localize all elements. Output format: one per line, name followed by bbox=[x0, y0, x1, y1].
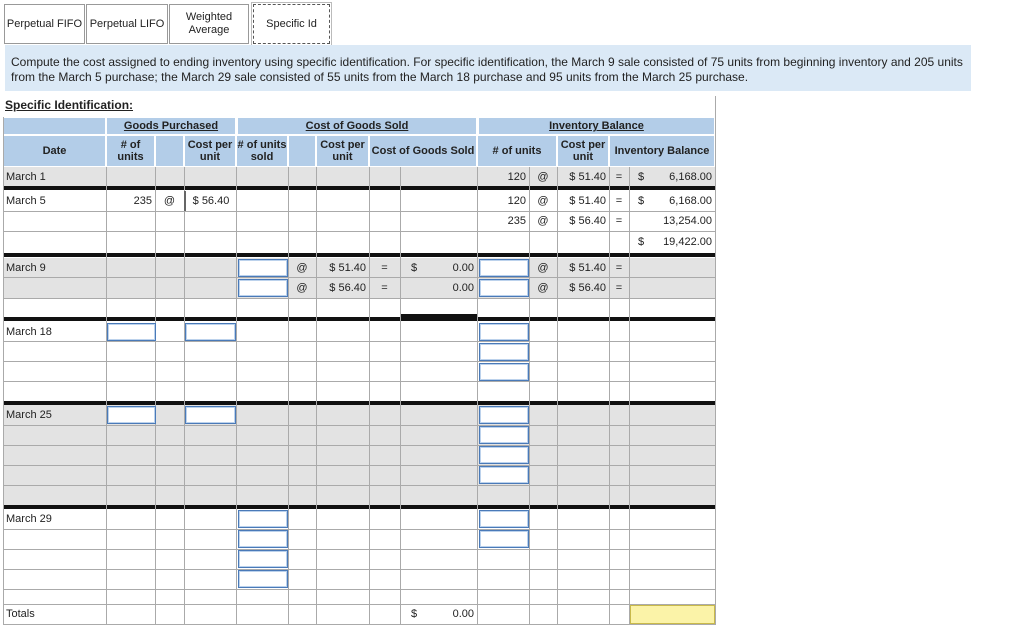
units-sold-march29-row2-input[interactable] bbox=[238, 530, 288, 548]
tab-perpetual-fifo[interactable]: Perpetual FIFO bbox=[4, 4, 85, 44]
grid-line bbox=[529, 167, 530, 625]
header-goods-purchased: Goods Purchased bbox=[106, 117, 236, 135]
purchase-units-march18-input[interactable] bbox=[107, 323, 156, 341]
units-sold-march29-row3-input[interactable] bbox=[238, 550, 288, 568]
grid-line bbox=[3, 465, 715, 466]
header-inv-balance: Inventory Balance bbox=[609, 135, 715, 167]
grid-line bbox=[3, 298, 715, 299]
date-march-29: March 29 bbox=[6, 513, 52, 525]
units-sold-march9-row2-input[interactable] bbox=[238, 279, 288, 297]
grid-line bbox=[236, 167, 237, 625]
tab-weighted-average[interactable]: Weighted Average bbox=[169, 4, 249, 44]
header-num-units: # of units bbox=[106, 135, 155, 167]
header-inv-cost-per-unit: Cost per unit bbox=[557, 135, 609, 167]
inv-units-march25-row4-input[interactable] bbox=[479, 466, 529, 484]
purchase-units-march25-input[interactable] bbox=[107, 406, 156, 424]
grid-line bbox=[715, 96, 716, 625]
grid-line bbox=[155, 167, 156, 625]
date-march-1: March 1 bbox=[6, 170, 46, 183]
grid-line bbox=[3, 361, 715, 362]
grid-line bbox=[3, 231, 715, 232]
header-at-spacer bbox=[155, 135, 184, 167]
at-symbol: @ bbox=[296, 282, 308, 294]
inv-units-march25-row2-input[interactable] bbox=[479, 426, 529, 444]
at-symbol: @ bbox=[537, 195, 549, 207]
dollar-symbol: $ bbox=[638, 236, 645, 248]
date-march-9: March 9 bbox=[6, 261, 46, 274]
purchase-cost-march25-input[interactable] bbox=[185, 406, 236, 424]
purchase-cost-march18-input[interactable] bbox=[185, 323, 236, 341]
purchase-units-march5: 235 bbox=[133, 195, 152, 207]
units-sold-march9-row1-input[interactable] bbox=[238, 259, 288, 277]
total-inventory-balance-input[interactable] bbox=[630, 605, 715, 624]
at-symbol: @ bbox=[163, 195, 176, 207]
inv-balance-march1: 6,168.00 bbox=[669, 170, 712, 183]
grid-line bbox=[3, 624, 715, 625]
inv-units-march5-row1: 120 bbox=[507, 195, 526, 207]
grid-line bbox=[400, 167, 401, 625]
tab-perpetual-lifo[interactable]: Perpetual LIFO bbox=[86, 4, 168, 44]
separator bbox=[400, 314, 477, 318]
header-inventory-balance: Inventory Balance bbox=[478, 117, 715, 135]
inv-cost-march9-row2: $ 56.40 bbox=[569, 282, 606, 294]
equals-symbol: = bbox=[615, 170, 623, 183]
grid-line bbox=[3, 381, 715, 382]
cogs-amount-march9-row2: 0.00 bbox=[452, 282, 474, 294]
inv-units-march18-row2-input[interactable] bbox=[479, 343, 529, 361]
equals-symbol: = bbox=[615, 282, 623, 294]
inv-cost-march5-row2: $ 56.40 bbox=[569, 215, 606, 227]
at-symbol: @ bbox=[537, 170, 549, 183]
grid-line bbox=[288, 167, 289, 625]
date-march-25: March 25 bbox=[6, 409, 52, 421]
header-cogs: Cost of Goods Sold bbox=[369, 135, 477, 167]
grid-line bbox=[477, 167, 478, 625]
equals-symbol: = bbox=[615, 215, 623, 227]
at-symbol: @ bbox=[537, 215, 549, 227]
date-march-18: March 18 bbox=[6, 326, 52, 338]
equals-symbol: = bbox=[381, 261, 388, 274]
grid-line bbox=[3, 485, 715, 486]
inv-units-march18-row3-input[interactable] bbox=[479, 363, 529, 381]
inv-units-march25-row1-input[interactable] bbox=[479, 406, 529, 424]
grid-line bbox=[369, 167, 370, 625]
dollar-symbol: $ bbox=[411, 608, 418, 620]
grid-line bbox=[3, 589, 715, 590]
header-blank bbox=[3, 117, 106, 135]
dollar-symbol: $ bbox=[638, 170, 645, 183]
grid-line bbox=[3, 425, 715, 426]
date-march-5: March 5 bbox=[6, 195, 46, 207]
inv-units-march25-row3-input[interactable] bbox=[479, 446, 529, 464]
grid-line bbox=[3, 445, 715, 446]
inv-cost-march5-row1: $ 51.40 bbox=[569, 195, 606, 207]
inv-balance-march5-row1: 6,168.00 bbox=[669, 195, 712, 207]
inv-cost-march1: $ 51.40 bbox=[569, 170, 606, 183]
grid-line bbox=[609, 167, 610, 625]
equals-symbol: = bbox=[615, 195, 623, 207]
dollar-symbol: $ bbox=[411, 261, 418, 274]
inv-units-march9-row1-input[interactable] bbox=[479, 259, 529, 277]
equals-symbol: = bbox=[615, 261, 623, 274]
cogs-cost-march9-row2: $ 56.40 bbox=[329, 282, 366, 294]
grid-line bbox=[557, 167, 558, 625]
grid-line bbox=[629, 167, 630, 625]
header-date: Date bbox=[3, 135, 106, 167]
at-symbol: @ bbox=[296, 261, 308, 274]
tab-specific-id[interactable]: Specific Id bbox=[253, 4, 330, 44]
inv-cost-march9-row1: $ 51.40 bbox=[569, 261, 606, 274]
cogs-amount-march9-row1: 0.00 bbox=[452, 261, 474, 274]
grid-line bbox=[106, 167, 107, 625]
units-sold-march29-row1-input[interactable] bbox=[238, 510, 288, 528]
units-sold-march29-row4-input[interactable] bbox=[238, 570, 288, 588]
inv-balance-march5-row2: 13,254.00 bbox=[663, 215, 712, 227]
header-cost-per-unit: Cost per unit bbox=[184, 135, 236, 167]
at-symbol: @ bbox=[537, 261, 549, 274]
inv-units-march9-row2-input[interactable] bbox=[479, 279, 529, 297]
total-cogs: 0.00 bbox=[452, 608, 474, 620]
dollar-symbol: $ bbox=[638, 195, 645, 207]
header-cogs-cost-per-unit: Cost per unit bbox=[316, 135, 369, 167]
date-totals: Totals bbox=[6, 608, 35, 620]
grid-line bbox=[316, 167, 317, 625]
grid-line bbox=[3, 549, 715, 550]
instructions: Compute the cost assigned to ending inventory using specific identification. For specific identification, the March 9 sale consisted of 75 units from beginning inventory and 205 units from the March 5 purchase; the March 29 sale consisted of 55 units from the March 18 purchase and 95 units from the March 25 purchase. bbox=[5, 45, 971, 91]
inv-total-march5: 19,422.00 bbox=[663, 236, 712, 248]
inv-units-march29-row1-input[interactable] bbox=[479, 510, 529, 528]
grid-line bbox=[3, 569, 715, 570]
section-title: Specific Identification: bbox=[5, 98, 134, 112]
grid-line bbox=[184, 167, 185, 625]
inv-units-march1: 120 bbox=[507, 170, 526, 183]
grid-line bbox=[3, 604, 715, 605]
equals-symbol: = bbox=[381, 282, 388, 294]
grid-line bbox=[3, 341, 715, 342]
header-cost-of-goods-sold: Cost of Goods Sold bbox=[237, 117, 477, 135]
header-num-units-sold: # of units sold bbox=[236, 135, 288, 167]
cogs-cost-march9-row1: $ 51.40 bbox=[329, 261, 366, 274]
grid-line bbox=[3, 529, 715, 530]
inv-units-march18-row1-input[interactable] bbox=[479, 323, 529, 341]
at-symbol: @ bbox=[537, 282, 549, 294]
header-inv-units: # of units bbox=[477, 135, 557, 167]
header-at-spacer-2 bbox=[288, 135, 316, 167]
purchase-cost-march5: $ 56.40 bbox=[184, 191, 236, 211]
inv-units-march5-row2: 235 bbox=[507, 215, 526, 227]
inv-units-march29-row2-input[interactable] bbox=[479, 530, 529, 548]
